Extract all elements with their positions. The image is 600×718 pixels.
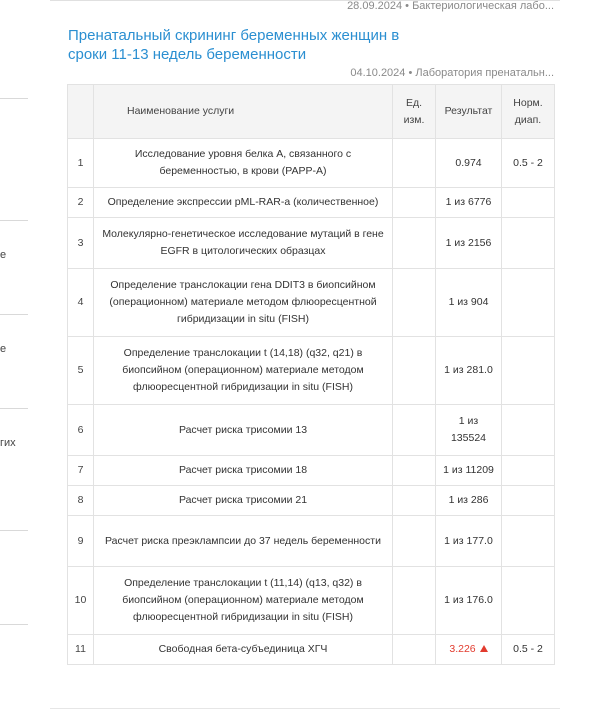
- table-row: [68, 516, 555, 567]
- normal-range: [502, 567, 555, 635]
- row-number: 1: [68, 139, 94, 188]
- sidebar-divider: [0, 530, 28, 531]
- service-name: Определение транслокации гена DDIT3 в биопсийном (операционном) материале методом флюоресцентной гибридизации in situ (FISH): [94, 269, 393, 337]
- service-name: Молекулярно-генетическое исследование мутаций в гене EGFR в цитологических образцах: [94, 218, 393, 269]
- unit-value: [393, 456, 436, 486]
- normal-range: [502, 269, 555, 337]
- table-row: [68, 218, 555, 269]
- service-name: Расчет риска трисомии 18: [94, 456, 393, 486]
- sidebar: [0, 0, 30, 718]
- row-number: 11: [68, 635, 94, 665]
- result-value: 0.974: [436, 139, 502, 188]
- sidebar-divider: [0, 98, 28, 99]
- normal-range: [502, 456, 555, 486]
- section-divider: [50, 708, 560, 709]
- table-row: [68, 269, 555, 337]
- service-name: Расчет риска трисомии 13: [94, 405, 393, 456]
- row-number: 6: [68, 405, 94, 456]
- table-row: [68, 635, 555, 665]
- sidebar-divider: [0, 314, 28, 315]
- unit-value: [393, 486, 436, 516]
- row-number: 3: [68, 218, 94, 269]
- unit-value: [393, 218, 436, 269]
- unit-value: [393, 139, 436, 188]
- column-header-number: [68, 85, 94, 139]
- row-number: 5: [68, 337, 94, 405]
- service-name: Исследование уровня белка А, связанного с беременностью, в крови (PAPP-A): [94, 139, 393, 188]
- result-meta: 04.10.2024 • Лаборатория пренатальн...: [350, 67, 554, 79]
- table-row: [68, 486, 555, 516]
- result-value: 1 из 176.0: [436, 567, 502, 635]
- previous-result-meta: 28.09.2024 • Бактериологическая лабо...: [347, 0, 554, 12]
- arrow-up-icon: [480, 645, 488, 652]
- sidebar-item-fragment[interactable]: e: [0, 249, 7, 261]
- column-header-result: Результат: [436, 85, 502, 139]
- unit-value: [393, 635, 436, 665]
- sidebar-divider: [0, 408, 28, 409]
- row-number: 9: [68, 516, 94, 567]
- service-name: Определение транслокации t (11,14) (q13, q32) в биопсийном (операционном) материале методом флюоресцентной гибридизации in situ (FISH): [94, 567, 393, 635]
- result-value: 1 из 281.0: [436, 337, 502, 405]
- row-number: 8: [68, 486, 94, 516]
- unit-value: [393, 337, 436, 405]
- column-header-name: Наименование услуги: [94, 85, 393, 139]
- normal-range: [502, 218, 555, 269]
- column-header-unit: Ед. изм.: [393, 85, 436, 139]
- table-row: [68, 567, 555, 635]
- service-name: Определение транслокации t (14,18) (q32, q21) в биопсийном (операционном) материале методом флюоресцентной гибридизации in situ (FISH): [94, 337, 393, 405]
- table-row: [68, 456, 555, 486]
- table-row: [68, 405, 555, 456]
- table-row: [68, 188, 555, 218]
- row-number: 2: [68, 188, 94, 218]
- table-row: [68, 139, 555, 188]
- unit-value: [393, 269, 436, 337]
- table-row: [68, 337, 555, 405]
- result-value: 1 из 11209: [436, 456, 502, 486]
- column-header-range: Норм. диап.: [502, 85, 555, 139]
- result-value: 1 из 135524: [436, 405, 502, 456]
- normal-range: 0.5 - 2: [502, 139, 555, 188]
- service-name: Расчет риска трисомии 21: [94, 486, 393, 516]
- normal-range: 0.5 - 2: [502, 635, 555, 665]
- result-value: 1 из 177.0: [436, 516, 502, 567]
- table-header-row: [68, 85, 555, 139]
- result-title[interactable]: Пренатальный скрининг беременных женщин в сроки 11-13 недель беременности: [68, 27, 400, 63]
- service-name: Определение экспрессии pML-RAR-a (количественное): [94, 188, 393, 218]
- normal-range: [502, 486, 555, 516]
- result-value: 1 из 2156: [436, 218, 502, 269]
- unit-value: [393, 188, 436, 218]
- normal-range: [502, 337, 555, 405]
- unit-value: [393, 405, 436, 456]
- normal-range: [502, 188, 555, 218]
- row-number: 4: [68, 269, 94, 337]
- service-name: Расчет риска преэклампсии до 37 недель беременности: [94, 516, 393, 567]
- sidebar-divider: [0, 220, 28, 221]
- result-value: 3.226: [436, 635, 502, 665]
- result-value: 1 из 6776: [436, 188, 502, 218]
- service-name: Свободная бета-субъединица ХГЧ: [94, 635, 393, 665]
- sidebar-divider: [0, 624, 28, 625]
- result-value: 1 из 286: [436, 486, 502, 516]
- sidebar-item-fragment[interactable]: e: [0, 343, 7, 355]
- sidebar-item-fragment[interactable]: гих: [0, 437, 16, 449]
- normal-range: [502, 405, 555, 456]
- results-table: [67, 84, 555, 665]
- unit-value: [393, 567, 436, 635]
- unit-value: [393, 516, 436, 567]
- normal-range: [502, 516, 555, 567]
- result-value: 1 из 904: [436, 269, 502, 337]
- row-number: 7: [68, 456, 94, 486]
- row-number: 10: [68, 567, 94, 635]
